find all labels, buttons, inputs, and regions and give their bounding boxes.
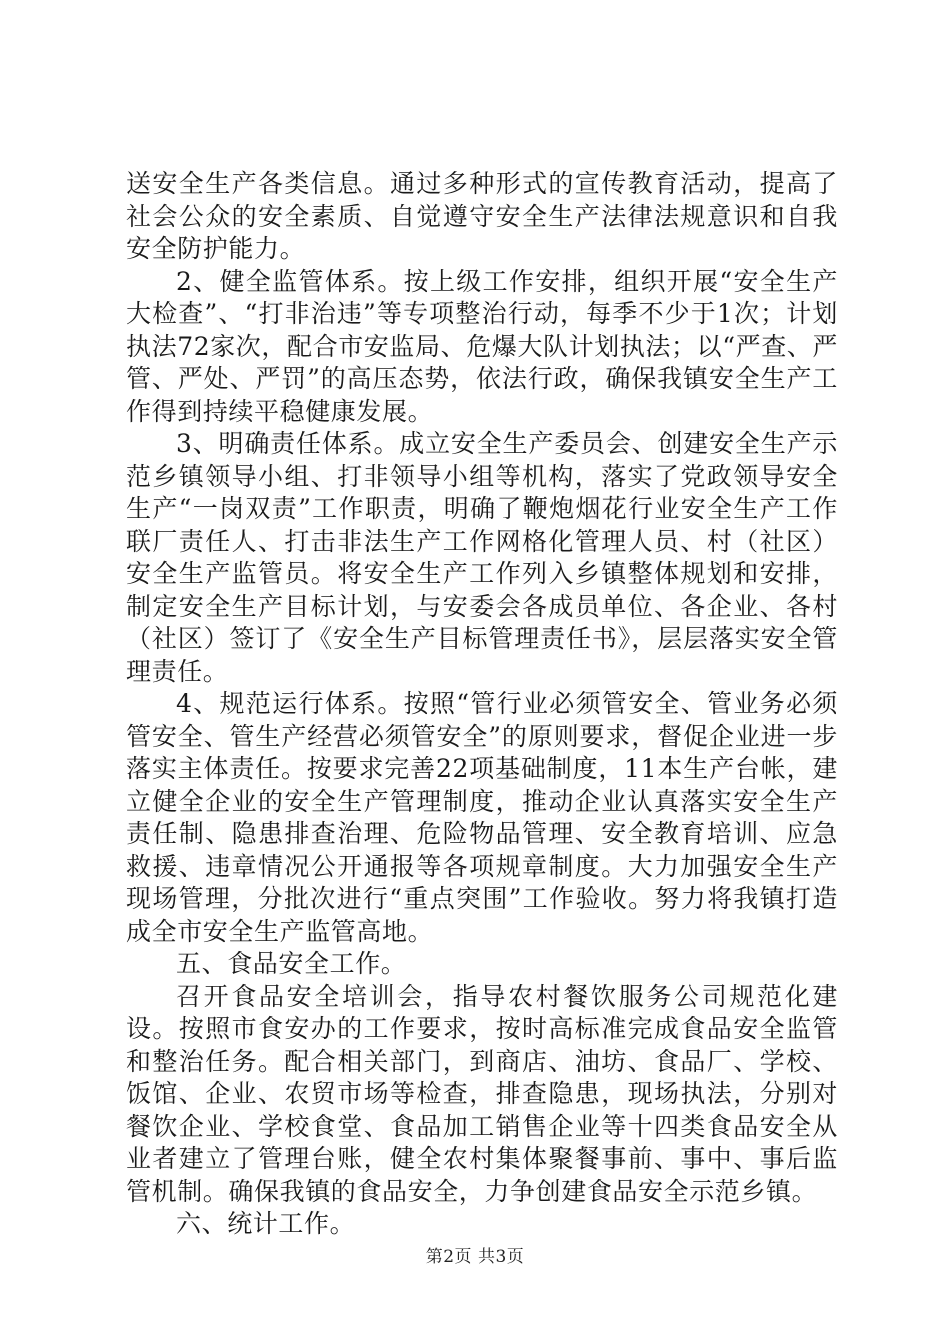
- document-body: [126, 168, 838, 1241]
- paragraph-food-safety: 召开食品安全培训会，指导农村餐饮服务公司规范化建设。按照市食安办的工作要求，按时高标准完成食品安全监管和整治任务。配合相关部门，到商店、油坊、食品厂、学校、饭馆、企业、农贸市场等检查，排查隐患，现场执法，分别对餐饮企业、学校食堂、食品加工销售企业等十四类食品安全从业者建立了管理台账，健全农村集体聚餐事前、事中、事后监管机制。确保我镇的食品安全，力争创建食品安全示范乡镇。: [126, 981, 838, 1206]
- paragraph-responsibility-system: 3、明确责任体系。成立安全生产委员会、创建安全生产示范乡镇领导小组、打非领导小组等机构，落实了党政领导安全生产“一岗双责”工作职责，明确了鞭炮烟花行业安全生产工作联厂责任人、打击非法生产工作网格化管理人员、村（社区）安全生产监管员。将安全生产工作列入乡镇整体规划和安排，制定安全生产目标计划，与安委会各成员单位、各企业、各村（社区）签订了《安全生产目标管理责任书》，层层落实安全管理责任。: [126, 429, 838, 686]
- paragraph-supervision-system: 2、健全监管体系。按上级工作安排，组织开展“安全生产大检查”、“打非治违”等专项整治行动，每季不少于1次；计划执法72家次，配合市安监局、危爆大队计划执法；以“严查、严管、严处、严罚”的高压态势，依法行政，确保我镇安全生产工作得到持续平稳健康发展。: [126, 266, 838, 426]
- paragraph-safety-info: 送安全生产各类信息。通过多种形式的宣传教育活动，提高了社会公众的安全素质、自觉遵守安全生产法律法规意识和自我安全防护能力。: [126, 169, 838, 263]
- paragraph-operation-system: 4、规范运行体系。按照“管行业必须管安全、管业务必须管安全、管生产经营必须管安全”的原则要求，督促企业进一步落实主体责任。按要求完善22项基础制度，11本生产台帐，建立健全企业的安全生产管理制度，推动企业认真落实安全生产责任制、隐患排查治理、危险物品管理、安全教育培训、应急救援、违章情况公开通报等各项规章制度。大力加强安全生产现场管理，分批次进行“重点突围”工作验收。努力将我镇打造成全市安全生产监管高地。: [126, 689, 838, 946]
- heading-food-safety: 五、食品安全工作。: [176, 949, 407, 978]
- page-footer: 第2页 共3页: [425, 1247, 525, 1267]
- heading-statistics: 六、统计工作。: [176, 1209, 356, 1238]
